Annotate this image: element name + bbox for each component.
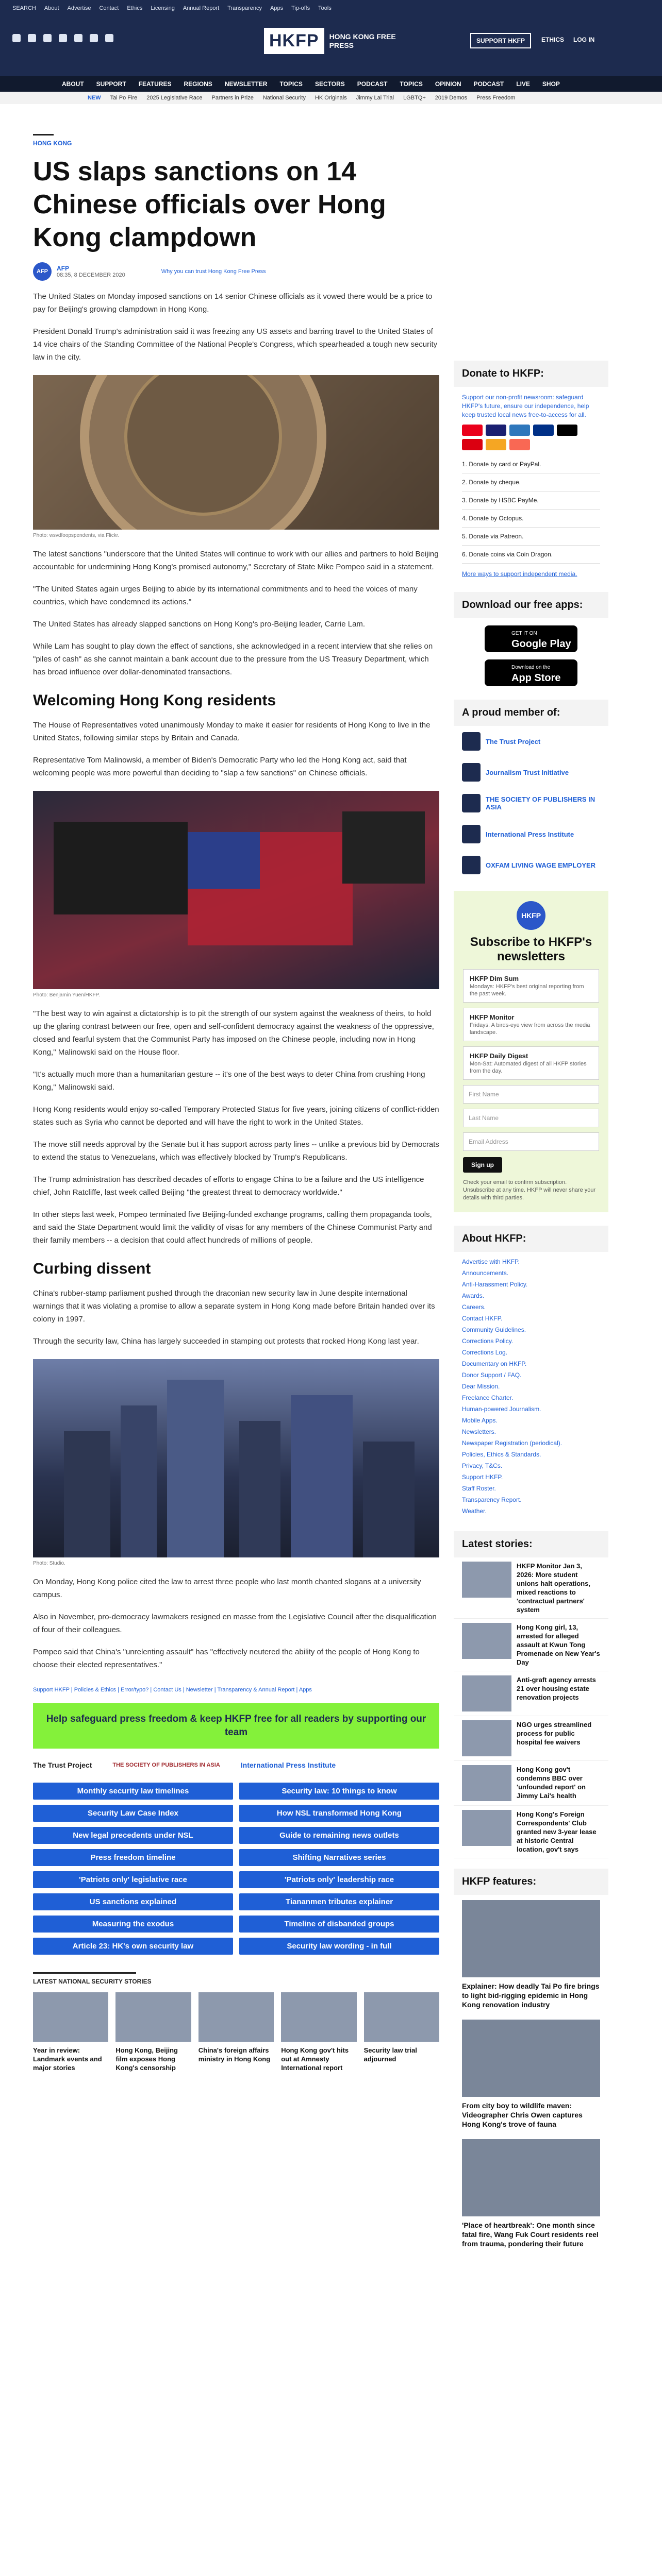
trust-project-logo[interactable]: The Trust Project <box>33 1761 92 1769</box>
trending-link[interactable]: Tai Po Fire <box>110 95 138 101</box>
article-paragraph: The United States on Monday imposed sanctions on 14 senior Chinese officials as it vowed there would be a price to pay for Beijing's growing clampdown in Hong Kong. <box>33 292 433 314</box>
author-avatar[interactable]: AFP <box>33 262 52 281</box>
nav-item[interactable]: SECTORS <box>315 80 345 88</box>
member-name: OXFAM LIVING WAGE EMPLOYER <box>486 861 596 869</box>
utility-link[interactable]: Transparency <box>227 5 262 11</box>
newsletter-options <box>463 969 599 1080</box>
member-logo[interactable] <box>454 757 608 788</box>
donate-option[interactable]: 6. Donate coins via Coin Dragon. <box>462 546 600 564</box>
topic-button[interactable]: Tiananmen tributes explainer <box>239 1893 439 1910</box>
article-photo-skyline <box>33 1359 439 1557</box>
new-label: NEW <box>88 95 101 101</box>
feature-title[interactable]: 'Place of heartbreak': One month since fatal fire, Wang Fuk Court residents reel from trauma, pondering their future <box>462 2221 599 2248</box>
about-link[interactable]: Mobile Apps. <box>462 1417 498 1424</box>
article-paragraph: The move still needs approval by the Senate but it has support across party lines -- unlike a previous bid by Democrats to extend the status to Venezuelans, which was effectively blocked by Trump's Republicans. <box>33 1140 439 1162</box>
story-title[interactable]: Security law trial adjourned <box>363 2046 417 2063</box>
ethics-link[interactable]: ETHICS <box>541 36 565 43</box>
member-mark <box>462 794 481 812</box>
logo-mark: HKFP <box>264 28 324 54</box>
about-link[interactable]: Transparency Report. <box>462 1496 522 1503</box>
feature-image <box>462 2020 600 2097</box>
facebook-icon[interactable] <box>12 34 21 42</box>
support-banner[interactable]: Help safeguard press freedom & keep HKFP free for all readers by supporting our team <box>33 1703 439 1749</box>
topic-button[interactable]: Security law wording - in full <box>239 1938 439 1955</box>
octopus-icon <box>486 439 506 450</box>
utility-link[interactable]: Tools <box>318 5 332 11</box>
latest-story-card[interactable] <box>115 1992 191 2072</box>
article <box>33 134 439 2072</box>
article-paragraph: Also in November, pro-democracy lawmakers resigned en masse from the Legislative Council after the disqualification of four of their colleagues. <box>33 1613 437 1634</box>
feature-card[interactable] <box>454 1895 608 2014</box>
article-kicker[interactable]: HONG KONG <box>33 134 54 147</box>
member-logos <box>454 726 608 880</box>
story-title[interactable]: HKFP Monitor Jan 3, 2026: More student unions halt operations, mixed reactions to 'contractual partners' system <box>517 1562 591 1614</box>
topic-button[interactable]: Guide to remaining news outlets <box>239 1827 439 1844</box>
trending-link[interactable]: National Security <box>262 95 306 101</box>
story-title[interactable]: Hong Kong gov't hits out at Amnesty International report <box>281 2046 349 2072</box>
paragraph-group <box>33 719 439 779</box>
rss-icon[interactable] <box>105 34 113 42</box>
member-mark <box>462 856 481 874</box>
story-title[interactable]: Hong Kong gov't condemns BBC over 'unfounded report' on Jimmy Lai's health <box>517 1766 586 1800</box>
features-list <box>454 1895 608 2253</box>
google-play-small: GET IT ON <box>511 631 537 636</box>
topic-button[interactable]: 'Patriots only' leadership race <box>239 1871 439 1888</box>
newsletter-option-desc: Mon-Sat: Automated digest of all HKFP stories from the day. <box>470 1061 587 1074</box>
story-title[interactable]: China's foreign affairs ministry in Hong Kong <box>198 2046 271 2063</box>
member-name: The Trust Project <box>486 737 541 745</box>
about-link[interactable]: Support HKFP. <box>462 1473 503 1481</box>
story-thumbnail <box>462 1562 511 1598</box>
trending-link[interactable]: Partners in Prize <box>211 95 254 101</box>
article-paragraph: Hong Kong residents would enjoy so-called Temporary Protected Status for five years, joining citizens of conflict-ridden states such as Syria who cannot be deported and will have the right to work in the United States. <box>33 1105 439 1127</box>
app-store-label: App Store <box>511 672 561 684</box>
newsletter-option-desc: Mondays: HKFP's best original reporting from the past week. <box>470 984 584 997</box>
article-paragraph: The House of Representatives voted unanimously Monday to make it easier for residents of Hong Kong to live in the United States, following similar steps by Britain and Canada. <box>33 721 431 742</box>
topic-button[interactable]: New legal precedents under NSL <box>33 1827 233 1844</box>
member-mark <box>462 732 481 751</box>
sidebar-story[interactable] <box>454 1619 608 1671</box>
topic-buttons <box>33 1783 439 1955</box>
newsletter-logo: HKFP <box>517 901 545 930</box>
about-heading: About HKFP: <box>454 1226 608 1252</box>
paragraph-group <box>33 290 439 364</box>
flags-protest-image <box>33 791 439 989</box>
header-right-links <box>541 36 594 43</box>
topic-button[interactable]: How NSL transformed Hong Kong <box>239 1805 439 1822</box>
treasury-seal-image <box>33 375 439 530</box>
about-link[interactable]: Human-powered Journalism. <box>462 1405 541 1413</box>
paragraph-group <box>33 1287 439 1348</box>
article-paragraph: "The best way to win against a dictatorship is to pit the strength of our system against the weakness of theirs, to hold up the glaring contrast between our free, open and self-confident democracy against the weakness of the oppressive, closed and fearful system that the Communist Party has imposed on the Chinese people, including now in Hong Kong," Malinowski said on the House floor. <box>33 1009 434 1057</box>
article-paragraph: In other steps last week, Pompeo terminated five Beijing-funded exchange programs, calling them propaganda tools, and said the State Department would limit the validity of visas for any members of the Chinese Communist Party and their family members -- a decision that could affect hundreds of millions of people. <box>33 1210 432 1245</box>
site-logo[interactable] <box>264 28 396 54</box>
about-link[interactable]: Careers. <box>462 1303 486 1311</box>
sidebar-story[interactable] <box>454 1557 608 1619</box>
story-thumbnail <box>198 1992 274 2042</box>
about-link[interactable]: Announcements. <box>462 1269 509 1277</box>
member-name: Journalism Trust Initiative <box>486 768 569 776</box>
about-link[interactable]: Staff Roster. <box>462 1485 496 1492</box>
article-title: US slaps sanctions on 14 Chinese officials over Hong Kong clampdown <box>33 157 386 252</box>
support-hkfp-button[interactable]: SUPPORT HKFP <box>470 33 531 48</box>
trending-link[interactable]: 2019 Demos <box>435 95 468 101</box>
social-icons <box>12 34 113 42</box>
article-photo-protest <box>33 791 439 989</box>
article-paragraph: While Lam has sought to play down the effect of sanctions, she acknowledged in a recent interview that she relies on "piles of cash" as she cannot maintain a bank account due to the pressure from the US Treasury Department, which has broad influence over dollar-denominated transactions. <box>33 642 433 676</box>
last-name-field[interactable]: Last Name <box>463 1109 599 1127</box>
about-link[interactable]: Newsletters. <box>462 1428 496 1435</box>
features-heading: HKFP features: <box>454 1869 608 1895</box>
author-name[interactable]: AFP <box>57 265 69 272</box>
newsletter-box <box>454 891 608 1212</box>
paragraph-group <box>33 1575 439 1671</box>
article-paragraph: Through the security law, China has largely succeeded in stamping out protests that rocked Hong Kong last year. <box>33 1337 419 1346</box>
story-thumbnail <box>115 1992 191 2042</box>
topic-button[interactable]: Press freedom timeline <box>33 1849 233 1866</box>
nav-item[interactable]: ABOUT <box>62 80 84 88</box>
skyline-image <box>33 1359 439 1557</box>
latest-story-card[interactable] <box>198 1992 274 2072</box>
app-store-small: Download on the <box>511 665 551 670</box>
nav-item[interactable]: TOPICS <box>400 80 423 88</box>
visa-icon <box>486 425 506 436</box>
story-title[interactable]: Hong Kong girl, 13, arrested for alleged assault at Kwun Tong Promenade on New Year's Day <box>517 1623 600 1666</box>
about-link[interactable]: Weather. <box>462 1507 487 1515</box>
latest-security-stories <box>33 1992 439 2072</box>
about-link[interactable]: Dear Mission. <box>462 1383 500 1390</box>
newsletter-note: Check your email to confirm subscription. Unsubscribe at any time. HKFP will never share your details with third parties. <box>463 1179 596 1201</box>
member-logo[interactable] <box>454 850 608 880</box>
about-link[interactable]: Advertise with HKFP. <box>462 1258 520 1265</box>
utility-link[interactable]: Contact <box>99 5 119 11</box>
apps-heading: Download our free apps: <box>454 592 608 618</box>
stories-heading: Latest stories: <box>454 1531 608 1557</box>
member-logo[interactable] <box>454 726 608 757</box>
story-thumbnail <box>462 1810 511 1846</box>
first-name-field[interactable]: First Name <box>463 1085 599 1104</box>
newsletter-option-title: HKFP Dim Sum <box>470 975 519 982</box>
utility-link[interactable]: Advertise <box>67 5 91 11</box>
article-paragraph: The Trump administration has described decades of efforts to engage China to be a failure and the US intelligence chief, John Ratcliffe, last week called Beijing "the greatest threat to democracy worldwide." <box>33 1175 424 1197</box>
topic-button[interactable]: US sanctions explained <box>33 1893 233 1910</box>
payment-icons <box>454 419 608 455</box>
feature-card[interactable] <box>454 2134 608 2253</box>
about-link[interactable]: Policies, Ethics & Standards. <box>462 1451 541 1458</box>
main-nav <box>0 76 662 92</box>
donate-options <box>454 455 608 564</box>
member-mark <box>462 825 481 843</box>
topic-button[interactable]: Measuring the exodus <box>33 1916 233 1933</box>
article-paragraph: The United States has already slapped sanctions on Hong Kong's pro-Beijing leader, Carrie Lam. <box>33 620 366 629</box>
article-paragraph: Representative Tom Malinowski, a member of Biden's Democratic Party who led the Hong Kong act, said that welcoming people was more powerful than deciding to "slap a few sanctions" on Chinese officials. <box>33 756 407 777</box>
feature-image <box>462 2139 600 2216</box>
trending-link[interactable]: Jimmy Lai Trial <box>356 95 394 101</box>
paragraph-group <box>33 548 439 679</box>
topic-button[interactable]: Timeline of disbanded groups <box>239 1916 439 1933</box>
about-link[interactable]: Corrections Log. <box>462 1349 508 1356</box>
newsletter-option-desc: Fridays: A birds-eye view from across the media landscape. <box>470 1022 590 1036</box>
utility-link[interactable]: About <box>44 5 59 11</box>
latest-story-card[interactable] <box>33 1992 108 2072</box>
nav-item[interactable]: LIVE <box>516 80 530 88</box>
story-title[interactable]: Anti-graft agency arrests 21 over housing estate renovation projects <box>517 1676 596 1701</box>
trust-logos <box>33 1761 439 1769</box>
story-title[interactable]: Hong Kong's Foreign Correspondents' Club granted new 3-year lease at historic Central location, gov't says <box>517 1810 597 1853</box>
story-thumbnail <box>33 1992 108 2042</box>
topic-button[interactable]: Monthly security law timelines <box>33 1783 233 1800</box>
feature-image <box>462 1900 600 1977</box>
about-link[interactable]: Community Guidelines. <box>462 1326 526 1333</box>
donate-text[interactable]: Support our non-profit newsroom: safeguard HKFP's future, ensure our independence, help keep trusted local news free-to-access for all. <box>462 394 589 418</box>
feature-card[interactable] <box>454 2014 608 2134</box>
donate-option[interactable]: 3. Donate by HSBC PayMe. <box>462 492 600 510</box>
about-link[interactable]: Documentary on HKFP. <box>462 1360 527 1367</box>
article-footer-links[interactable]: Support HKFP | Policies & Ethics | Error/typo? | Contact Us | Newsletter | Transparency & Annual Report | Apps <box>33 1687 312 1693</box>
latest-story-card[interactable] <box>364 1992 439 2072</box>
sidebar <box>454 361 608 2253</box>
section-heading: Welcoming Hong Kong residents <box>33 692 276 709</box>
sidebar-story[interactable] <box>454 1761 608 1806</box>
about-link[interactable]: Corrections Policy. <box>462 1337 514 1345</box>
nav-item[interactable]: OPINION <box>435 80 461 88</box>
amex-icon <box>509 425 530 436</box>
utility-link[interactable]: Licensing <box>151 5 175 11</box>
about-link[interactable]: Newspaper Registration (periodical). <box>462 1439 562 1447</box>
logo-text: HONG KONG FREE PRESS <box>329 32 396 49</box>
topic-button[interactable]: Shifting Narratives series <box>239 1849 439 1866</box>
nav-item[interactable]: FEATURES <box>138 80 172 88</box>
donate-option[interactable]: 4. Donate by Octopus. <box>462 510 600 528</box>
sidebar-story[interactable] <box>454 1806 608 1858</box>
mastercard-icon <box>462 425 483 436</box>
utility-link[interactable]: Ethics <box>127 5 143 11</box>
nav-item[interactable]: PODCAST <box>473 80 504 88</box>
trending-link[interactable]: Press Freedom <box>476 95 516 101</box>
latest-story-card[interactable] <box>281 1992 356 2072</box>
byline <box>33 262 439 281</box>
linkedin-icon[interactable] <box>74 34 82 42</box>
ipi-logo[interactable]: International Press Institute <box>240 1761 336 1769</box>
apple-pay-icon <box>557 425 577 436</box>
donate-option[interactable]: 1. Donate by card or PayPal. <box>462 455 600 473</box>
telegram-icon[interactable] <box>90 34 98 42</box>
article-paragraph: The latest sanctions "underscore that the United States will continue to work with our allies and partners to hold Beijing accountable for undermining Hong Kong's promised autonomy," Secretary of State Mike Pompeo said in a statement. <box>33 550 439 571</box>
newsletter-option[interactable] <box>463 1008 599 1041</box>
topic-button[interactable]: Security Law Case Index <box>33 1805 233 1822</box>
feature-title[interactable]: Explainer: How deadly Tai Po fire brings to light bid-rigging epidemic in Hong Kong renovation industry <box>462 1982 600 2009</box>
article-paragraph: "The United States again urges Beijing to abide by its international commitments and to heed the voices of many countries, which have condemned its actions." <box>33 585 418 606</box>
section-heading: Curbing dissent <box>33 1260 151 1277</box>
story-title[interactable]: Year in review: Landmark events and major stories <box>33 2046 102 2072</box>
email-field[interactable]: Email Address <box>463 1132 599 1151</box>
signup-button[interactable]: Sign up <box>463 1157 502 1173</box>
about-links <box>454 1252 608 1521</box>
latest-security-heading: LATEST NATIONAL SECURITY STORIES <box>33 1972 136 1985</box>
about-link[interactable]: Donor Support / FAQ. <box>462 1371 522 1379</box>
login-link[interactable]: LOG IN <box>573 36 595 43</box>
story-thumbnail <box>364 1992 439 2042</box>
nav-item[interactable]: SHOP <box>542 80 560 88</box>
patreon-icon <box>509 439 530 450</box>
trending-link[interactable]: 2025 Legislative Race <box>146 95 203 101</box>
member-name: THE SOCIETY OF PUBLISHERS IN ASIA <box>486 795 595 811</box>
site-header <box>0 0 662 76</box>
nav-item[interactable]: TOPICS <box>279 80 303 88</box>
utility-link[interactable]: Tip-offs <box>291 5 310 11</box>
story-thumbnail <box>281 1992 356 2042</box>
sidebar-story[interactable] <box>454 1716 608 1761</box>
trust-link[interactable]: Why you can trust Hong Kong Free Press <box>161 268 266 275</box>
newsletter-option-title: HKFP Monitor <box>470 1013 515 1021</box>
trending-bar <box>0 92 662 104</box>
donate-option[interactable]: 2. Donate by cheque. <box>462 473 600 492</box>
newsletter-option-title: HKFP Daily Digest <box>470 1052 528 1060</box>
story-title[interactable]: Hong Kong, Beijing film exposes Hong Kong's censorship <box>115 2046 178 2072</box>
story-thumbnail <box>462 1675 511 1711</box>
sopa-logo[interactable]: THE SOCIETY OF PUBLISHERS IN ASIA <box>112 1762 220 1768</box>
topic-button[interactable]: 'Patriots only' legislative race <box>33 1871 233 1888</box>
utility-link[interactable]: Annual Report <box>183 5 220 11</box>
article-date: 08:35, 8 DECEMBER 2020 <box>57 272 125 278</box>
article-paragraph: President Donald Trump's administration said it was freezing any US assets and barring travel to the United States of 14 vice chairs of the Standing Committee of the National People's Congress, which spearheaded a tough new security law in the city. <box>33 327 438 362</box>
member-logo[interactable] <box>454 788 608 819</box>
story-thumbnail <box>462 1623 511 1659</box>
instagram-icon[interactable] <box>43 34 52 42</box>
member-mark <box>462 763 481 782</box>
topic-button[interactable]: Security law: 10 things to know <box>239 1783 439 1800</box>
hsbc-icon <box>462 439 483 450</box>
about-link[interactable]: Anti-Harassment Policy. <box>462 1281 528 1288</box>
topic-button[interactable]: Article 23: HK's own security law <box>33 1938 233 1955</box>
about-link[interactable]: Contact HKFP. <box>462 1315 503 1322</box>
google-play-label: Google Play <box>511 638 571 650</box>
more-ways-link[interactable]: More ways to support independent media. <box>462 570 577 578</box>
sidebar-story[interactable] <box>454 1671 608 1716</box>
photo-caption: Photo: wsvdfoopspendents, via Flickr. <box>33 533 120 538</box>
story-thumbnail <box>462 1765 511 1801</box>
member-name: International Press Institute <box>486 830 574 838</box>
about-link[interactable]: Awards. <box>462 1292 485 1299</box>
nav-item[interactable]: SUPPORT <box>96 80 126 88</box>
article-paragraph: "It's actually much more than a humanitarian gesture -- it's one of the best ways to deter China from crushing Hong Kong," Malinowski said. <box>33 1070 425 1092</box>
photo-caption: Photo: Benjamin Yuen/HKFP. <box>33 992 100 998</box>
latest-stories <box>454 1557 608 1858</box>
app-store-button[interactable] <box>485 659 577 686</box>
member-logo[interactable] <box>454 819 608 850</box>
paragraph-group <box>33 1007 439 1247</box>
utility-links <box>12 5 332 11</box>
feature-title[interactable]: From city boy to wildlife maven: Videographer Chris Owen captures Hong Kong's trove of fauna <box>462 2102 583 2128</box>
nav-item[interactable]: NEWSLETTER <box>224 80 268 88</box>
donate-heading: Donate to HKFP: <box>454 361 608 387</box>
nav-item[interactable]: PODCAST <box>357 80 388 88</box>
article-paragraph: China's rubber-stamp parliament pushed through the draconian new security law in June despite international warnings that it was violating a promise to allow a separate system in Hong Kong made before Britain handed over its colony in 1997. <box>33 1289 435 1324</box>
nav-item[interactable]: REGIONS <box>184 80 212 88</box>
story-thumbnail <box>462 1720 511 1756</box>
article-paragraph: Pompeo said that China's "unrelenting assault" has "effectively neutered the ability of the people of Hong Kong to choose their elected representatives." <box>33 1648 420 1669</box>
utility-link[interactable]: SEARCH <box>12 5 36 11</box>
member-heading: A proud member of: <box>454 700 608 726</box>
photo-caption: Photo: Studio. <box>33 1561 65 1566</box>
utility-link[interactable]: Apps <box>270 5 284 11</box>
donate-option[interactable]: 5. Donate via Patreon. <box>462 528 600 546</box>
newsletter-title: Subscribe to HKFP's newsletters <box>470 935 592 963</box>
about-link[interactable]: Privacy, T&Cs. <box>462 1462 503 1469</box>
youtube-icon[interactable] <box>59 34 67 42</box>
newsletter-option[interactable] <box>463 969 599 1003</box>
article-photo-seal <box>33 375 439 530</box>
story-title[interactable]: NGO urges streamlined process for public hospital fee waivers <box>517 1721 592 1746</box>
trending-link[interactable]: LGBTQ+ <box>403 95 426 101</box>
about-link[interactable]: Freelance Charter. <box>462 1394 514 1401</box>
article-paragraph: On Monday, Hong Kong police cited the law to arrest three people who last month chanted slogans at a university campus. <box>33 1578 421 1599</box>
google-play-button[interactable] <box>485 625 577 652</box>
twitter-icon[interactable] <box>28 34 36 42</box>
newsletter-option[interactable] <box>463 1046 599 1080</box>
paypal-icon <box>533 425 554 436</box>
trending-link[interactable]: HK Originals <box>315 95 347 101</box>
